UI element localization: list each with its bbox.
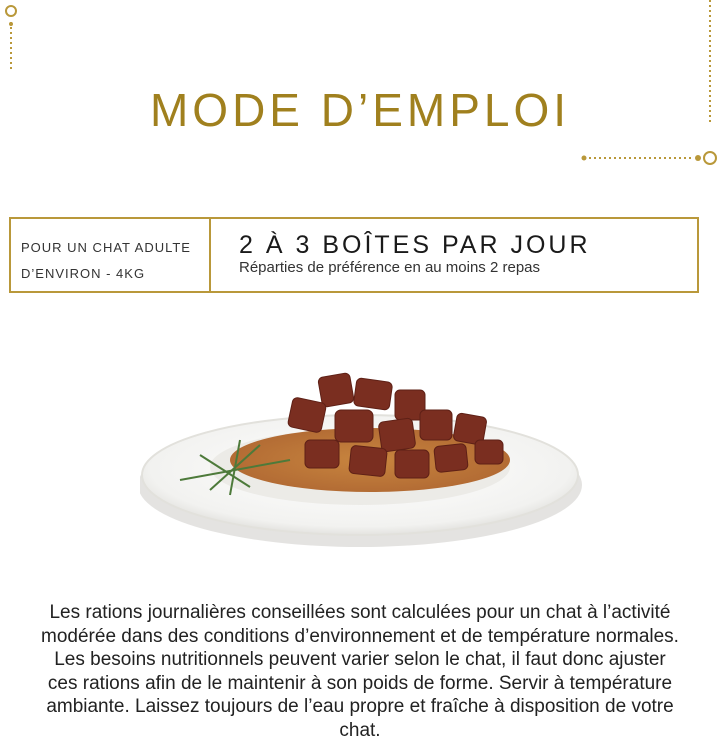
dosage-box [9, 217, 699, 293]
dosage-target-line1: POUR UN CHAT ADULTE [21, 240, 191, 255]
dosage-amount: 2 À 3 BOÎTES PAR JOUR [239, 231, 591, 259]
dosage-target [11, 219, 211, 291]
dosage-note: Réparties de préférence en au moins 2 repas [239, 259, 541, 276]
usage-description: Les rations journalières conseillées sont calculées pour un chat à l’activité modérée dans des conditions d’environnement et de température normales. Les besoins nutritionnels peuvent varier selon le chat, il faut donc ajuster ces rations afin de le maintenir à son poids de forme. Servir à température ambiante. Laissez toujours de l’eau propre et fraîche à disposition de votre chat. [41, 602, 679, 741]
dosage-target-line2: D’ENVIRON - 4KG [21, 266, 146, 281]
food-plate-image [140, 355, 590, 555]
page-title: MODE D’EMPLOI [149, 83, 571, 136]
corner-ornament-top-left [0, 0, 60, 80]
dosage-detail [211, 219, 591, 291]
